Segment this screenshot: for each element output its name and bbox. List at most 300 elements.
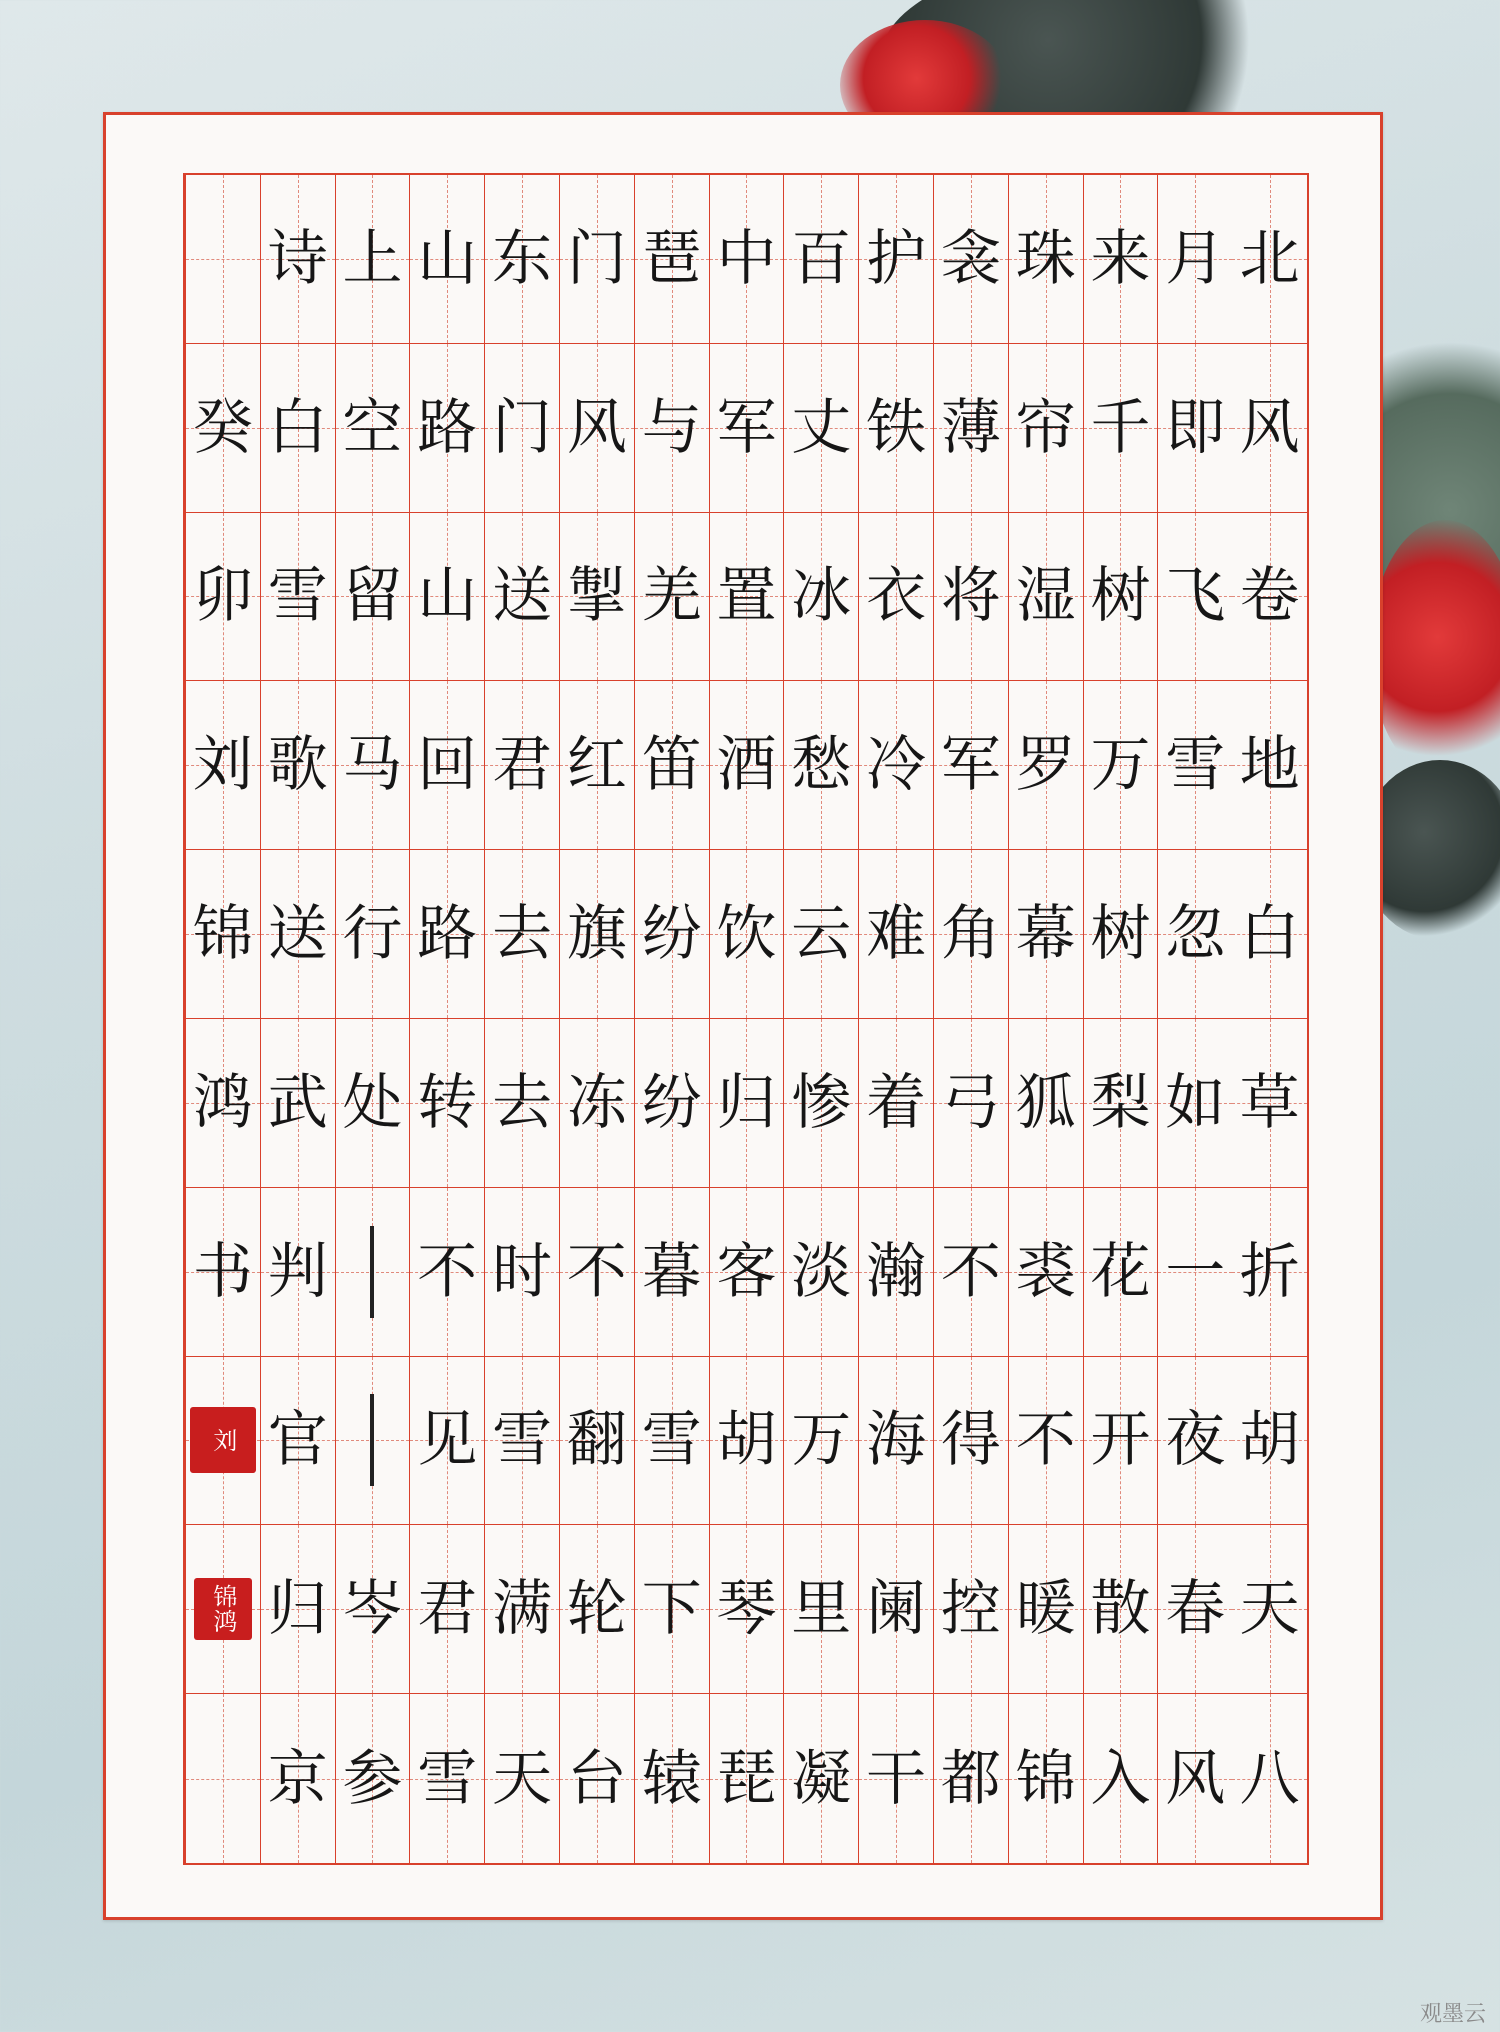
handwritten-character: 瀚 <box>866 1236 927 1307</box>
handwritten-character: 岑 <box>342 1574 403 1645</box>
handwritten-character: 冻 <box>566 1067 627 1138</box>
handwritten-character: 云 <box>791 899 852 970</box>
grid-cell <box>559 1694 634 1863</box>
handwritten-character: 罗 <box>1015 730 1076 801</box>
grid-cell <box>709 513 784 682</box>
handwritten-character: 路 <box>417 392 478 463</box>
handwritten-character: 风 <box>1165 1743 1226 1814</box>
handwritten-character: 去 <box>492 1067 553 1138</box>
grid-cell <box>260 1019 335 1188</box>
handwritten-character: 即 <box>1165 392 1226 463</box>
handwritten-character: 不 <box>417 1236 478 1307</box>
grid-cell <box>1157 1019 1232 1188</box>
grid-cell <box>1008 681 1083 850</box>
handwritten-character: 客 <box>716 1236 777 1307</box>
handwritten-character: 夜 <box>1165 1405 1226 1476</box>
grid-cell <box>409 1019 484 1188</box>
handwritten-character: 上 <box>342 223 403 294</box>
grid-cell <box>559 1357 634 1526</box>
grid-column <box>260 175 335 1863</box>
handwritten-character: 胡 <box>716 1405 777 1476</box>
handwritten-character: 惨 <box>791 1067 852 1138</box>
grid-cell <box>260 344 335 513</box>
handwritten-character: 花 <box>1090 1236 1151 1307</box>
handwritten-character: 地 <box>1239 730 1300 801</box>
handwritten-character: 台 <box>566 1743 627 1814</box>
grid-cell <box>858 513 933 682</box>
handwritten-character: 去 <box>492 899 553 970</box>
grid-cell <box>1232 1357 1307 1526</box>
grid-cell <box>484 344 559 513</box>
grid-cell <box>783 1188 858 1357</box>
handwritten-character: 天 <box>492 1743 553 1814</box>
grid-cell <box>409 681 484 850</box>
handwritten-character: 琵 <box>716 1743 777 1814</box>
grid-cell <box>559 1525 634 1694</box>
handwritten-character: 万 <box>1090 730 1151 801</box>
grid-cell <box>933 1188 1008 1357</box>
handwritten-character: 幕 <box>1015 899 1076 970</box>
handwritten-character: 旗 <box>566 899 627 970</box>
grid-cell <box>933 175 1008 344</box>
grid-column <box>559 175 634 1863</box>
handwritten-character: 雪 <box>641 1405 702 1476</box>
handwritten-character: 诗 <box>267 223 328 294</box>
grid-cell <box>1008 175 1083 344</box>
practice-paper <box>103 112 1383 1920</box>
handwritten-character: 归 <box>267 1574 328 1645</box>
handwritten-character: 时 <box>492 1236 553 1307</box>
handwritten-character: 卷 <box>1239 561 1300 632</box>
grid-cell <box>1083 850 1158 1019</box>
handwritten-character: 北 <box>1239 223 1300 294</box>
handwritten-character: 书 <box>192 1236 253 1307</box>
handwritten-character: 湿 <box>1015 561 1076 632</box>
handwritten-character: 千 <box>1090 392 1151 463</box>
grid-cell <box>634 344 709 513</box>
handwritten-character: 暖 <box>1015 1574 1076 1645</box>
grid-cell <box>634 1188 709 1357</box>
handwritten-character: 空 <box>342 392 403 463</box>
handwritten-character: 如 <box>1165 1067 1226 1138</box>
grid-cell <box>335 513 410 682</box>
artist-seal-stamp: 锦鸿 <box>194 1578 252 1640</box>
handwritten-character: 忽 <box>1165 899 1226 970</box>
handwritten-character: 山 <box>417 561 478 632</box>
grid-cell <box>783 1694 858 1863</box>
grid-column <box>858 175 933 1863</box>
handwritten-character: 参 <box>342 1743 403 1814</box>
handwritten-character: 愁 <box>791 730 852 801</box>
handwritten-character: 不 <box>566 1236 627 1307</box>
handwritten-character: 雪 <box>1165 730 1226 801</box>
handwritten-character: 见 <box>417 1405 478 1476</box>
handwritten-character: 不 <box>1015 1405 1076 1476</box>
handwritten-character: 百 <box>791 223 852 294</box>
handwritten-character: 控 <box>940 1574 1001 1645</box>
grid-column <box>1008 175 1083 1863</box>
handwritten-character: 武 <box>267 1067 328 1138</box>
handwritten-character: 冰 <box>791 561 852 632</box>
handwritten-character: 丈 <box>791 392 852 463</box>
handwritten-character: 琶 <box>641 223 702 294</box>
grid-cell <box>559 681 634 850</box>
grid-cell <box>260 1525 335 1694</box>
handwritten-character: 万 <box>791 1405 852 1476</box>
handwritten-character: 白 <box>267 392 328 463</box>
grid-column <box>484 175 559 1863</box>
handwritten-character: 都 <box>940 1743 1001 1814</box>
grid-column <box>335 175 410 1863</box>
grid-cell <box>709 681 784 850</box>
handwritten-character: 折 <box>1239 1236 1300 1307</box>
grid-cell <box>409 1525 484 1694</box>
grid-cell <box>783 175 858 344</box>
handwritten-character: 马 <box>342 730 403 801</box>
handwritten-character: 护 <box>866 223 927 294</box>
grid-cell <box>335 681 410 850</box>
handwritten-character: 羌 <box>641 561 702 632</box>
grid-cell <box>1232 850 1307 1019</box>
handwritten-character: 凝 <box>791 1743 852 1814</box>
grid-column <box>185 175 260 1863</box>
grid-cell <box>933 1525 1008 1694</box>
grid-cell <box>933 850 1008 1019</box>
grid-cell <box>1232 1188 1307 1357</box>
handwritten-character: 白 <box>1239 899 1300 970</box>
grid-cell <box>335 344 410 513</box>
handwritten-character: 送 <box>267 899 328 970</box>
grid-cell <box>559 1188 634 1357</box>
handwritten-character: 天 <box>1239 1574 1300 1645</box>
handwritten-character: 风 <box>1239 392 1300 463</box>
grid-cell <box>709 1525 784 1694</box>
grid-cell <box>1157 344 1232 513</box>
handwritten-character: 春 <box>1165 1574 1226 1645</box>
grid-cell <box>484 1694 559 1863</box>
grid-cell <box>409 1694 484 1863</box>
grid-cell <box>783 850 858 1019</box>
grid-cell <box>1157 681 1232 850</box>
grid-cell <box>1232 1019 1307 1188</box>
grid-cell <box>559 175 634 344</box>
handwritten-character: 冷 <box>866 730 927 801</box>
handwritten-character: 山 <box>417 223 478 294</box>
grid-cell <box>1083 175 1158 344</box>
grid-cell <box>1157 1188 1232 1357</box>
grid-cell <box>858 1694 933 1863</box>
handwritten-character: 军 <box>940 730 1001 801</box>
grid-cell <box>185 344 260 513</box>
handwritten-character: 锦 <box>192 899 253 970</box>
grid-cell <box>260 850 335 1019</box>
grid-column <box>409 175 484 1863</box>
handwritten-character: 月 <box>1165 223 1226 294</box>
handwritten-character: 留 <box>342 561 403 632</box>
handwritten-character: 鸿 <box>192 1067 253 1138</box>
handwritten-character: 与 <box>641 392 702 463</box>
handwritten-character: 裘 <box>1015 1236 1076 1307</box>
grid-cell <box>484 681 559 850</box>
handwritten-character: 一 <box>1165 1236 1226 1307</box>
grid-cell <box>185 681 260 850</box>
grid-cell <box>1008 1019 1083 1188</box>
grid-cell <box>1083 344 1158 513</box>
handwritten-character: 酒 <box>716 730 777 801</box>
grid-cell <box>559 1019 634 1188</box>
grid-column <box>1083 175 1158 1863</box>
grid-cell <box>335 1188 410 1357</box>
handwritten-character: 送 <box>492 561 553 632</box>
grid-cell <box>858 681 933 850</box>
handwritten-character: 回 <box>417 730 478 801</box>
grid-cell <box>709 344 784 513</box>
grid-cell <box>634 513 709 682</box>
handwritten-character: 笛 <box>641 730 702 801</box>
grid-cell <box>185 1188 260 1357</box>
grid-cell <box>185 850 260 1019</box>
handwritten-character: 干 <box>866 1743 927 1814</box>
handwritten-character: 八 <box>1239 1743 1300 1814</box>
handwritten-character: 东 <box>492 223 553 294</box>
grid-cell <box>1008 850 1083 1019</box>
grid-cell <box>709 1019 784 1188</box>
grid-cell <box>1232 513 1307 682</box>
grid-column <box>1232 175 1307 1863</box>
handwritten-character: 京 <box>267 1743 328 1814</box>
grid-cell <box>1157 1694 1232 1863</box>
handwritten-character: 置 <box>716 561 777 632</box>
grid-cell <box>933 513 1008 682</box>
handwritten-character: 树 <box>1090 561 1151 632</box>
grid-cell <box>933 1694 1008 1863</box>
grid-cell <box>185 1525 260 1694</box>
grid-cell <box>709 1188 784 1357</box>
grid-cell <box>783 1019 858 1188</box>
grid-cell <box>1083 1019 1158 1188</box>
handwritten-character: 刘 <box>192 730 253 801</box>
handwritten-character: 衾 <box>940 223 1001 294</box>
grid-column <box>783 175 858 1863</box>
grid-cell <box>484 513 559 682</box>
handwritten-character: 掣 <box>566 561 627 632</box>
grid-cell <box>1232 1694 1307 1863</box>
grid-cell <box>858 1188 933 1357</box>
grid-cell <box>185 513 260 682</box>
grid-cell <box>1232 1525 1307 1694</box>
handwritten-character: 纷 <box>641 899 702 970</box>
grid-cell <box>783 344 858 513</box>
handwritten-character: 薄 <box>940 392 1001 463</box>
grid-cell <box>260 175 335 344</box>
grid-cell <box>783 1357 858 1526</box>
handwritten-character: 淡 <box>791 1236 852 1307</box>
grid-cell <box>409 344 484 513</box>
grid-cell <box>185 1357 260 1526</box>
grid-cell <box>335 850 410 1019</box>
handwritten-character: 雪 <box>492 1405 553 1476</box>
grid-cell <box>783 1525 858 1694</box>
grid-cell <box>1157 850 1232 1019</box>
grid-cell <box>335 1525 410 1694</box>
handwritten-character: 帘 <box>1015 392 1076 463</box>
grid-cell <box>1232 681 1307 850</box>
grid-cell <box>409 513 484 682</box>
grid-cell <box>1008 344 1083 513</box>
grid-cell <box>858 344 933 513</box>
handwritten-character: 翻 <box>566 1405 627 1476</box>
handwritten-character: 处 <box>342 1067 403 1138</box>
handwritten-character: 铁 <box>866 392 927 463</box>
grid-cell <box>1083 513 1158 682</box>
grid-cell <box>484 175 559 344</box>
grid-cell <box>933 681 1008 850</box>
handwritten-character: 弓 <box>940 1067 1001 1138</box>
grid-cell <box>559 513 634 682</box>
handwritten-character: 入 <box>1090 1743 1151 1814</box>
grid-cell <box>933 1019 1008 1188</box>
grid-column <box>709 175 784 1863</box>
handwritten-character: 君 <box>417 1574 478 1645</box>
handwritten-character: 癸 <box>192 392 253 463</box>
handwritten-character: 卯 <box>192 561 253 632</box>
grid-cell <box>409 1188 484 1357</box>
watermark: 观墨云 <box>1419 2002 1486 2027</box>
grid-cell <box>1232 344 1307 513</box>
handwritten-character: 草 <box>1239 1067 1300 1138</box>
grid-cell <box>260 1357 335 1526</box>
grid-cell <box>634 1019 709 1188</box>
grid-cell <box>1157 513 1232 682</box>
grid-cell <box>1008 1357 1083 1526</box>
grid-cell <box>335 175 410 344</box>
grid-cell <box>1008 1525 1083 1694</box>
handwritten-character: 门 <box>566 223 627 294</box>
grid-column <box>634 175 709 1863</box>
handwritten-character: 将 <box>940 561 1001 632</box>
handwritten-character: 雪 <box>417 1743 478 1814</box>
grid-cell <box>634 1357 709 1526</box>
grid-cell <box>933 1357 1008 1526</box>
grid-cell <box>185 175 260 344</box>
grid-cell <box>409 850 484 1019</box>
name-seal-stamp: 刘 <box>190 1407 256 1473</box>
handwritten-character: 锦 <box>1015 1743 1076 1814</box>
handwritten-character: 满 <box>492 1574 553 1645</box>
grid-cell <box>1083 1694 1158 1863</box>
handwritten-character: 梨 <box>1090 1067 1151 1138</box>
grid-cell <box>484 1357 559 1526</box>
grid-cell <box>559 344 634 513</box>
handwritten-character: 饮 <box>716 899 777 970</box>
handwritten-character: 门 <box>492 392 553 463</box>
grid-cell <box>1157 175 1232 344</box>
grid-cell <box>783 513 858 682</box>
grid-cell <box>185 1019 260 1188</box>
grid-cell <box>1083 1357 1158 1526</box>
handwritten-character: 得 <box>940 1405 1001 1476</box>
grid-cell <box>335 1357 410 1526</box>
handwritten-character: 下 <box>641 1574 702 1645</box>
grid-cell <box>1232 175 1307 344</box>
grid-cell <box>634 175 709 344</box>
handwritten-character: 判 <box>267 1236 328 1307</box>
handwritten-character: 归 <box>716 1067 777 1138</box>
grid-cell <box>858 1019 933 1188</box>
handwritten-character: 琴 <box>716 1574 777 1645</box>
handwritten-character: 军 <box>716 392 777 463</box>
handwritten-character: 官 <box>267 1405 328 1476</box>
grid-cell <box>1008 513 1083 682</box>
grid-cell <box>933 344 1008 513</box>
dash-mark <box>370 1226 374 1318</box>
handwritten-character: 树 <box>1090 899 1151 970</box>
handwritten-character: 角 <box>940 899 1001 970</box>
grid-cell <box>409 175 484 344</box>
grid-cell <box>260 1188 335 1357</box>
handwritten-character: 不 <box>940 1236 1001 1307</box>
grid-column <box>933 175 1008 1863</box>
grid-cell <box>709 175 784 344</box>
grid-cell <box>1157 1357 1232 1526</box>
handwritten-character: 纷 <box>641 1067 702 1138</box>
grid-cell <box>709 850 784 1019</box>
handwritten-character: 歌 <box>267 730 328 801</box>
handwritten-character: 轮 <box>566 1574 627 1645</box>
grid-cell <box>858 850 933 1019</box>
grid-cell <box>335 1019 410 1188</box>
grid-cell <box>783 681 858 850</box>
handwritten-character: 里 <box>791 1574 852 1645</box>
handwritten-character: 散 <box>1090 1574 1151 1645</box>
grid-cell <box>335 1694 410 1863</box>
grid-cell <box>1083 1525 1158 1694</box>
grid-cell <box>634 1525 709 1694</box>
grid-cell <box>634 681 709 850</box>
grid-cell <box>1008 1694 1083 1863</box>
handwritten-character: 红 <box>566 730 627 801</box>
handwritten-character: 珠 <box>1015 223 1076 294</box>
handwritten-character: 行 <box>342 899 403 970</box>
grid-cell <box>260 681 335 850</box>
handwritten-character: 路 <box>417 899 478 970</box>
handwritten-character: 暮 <box>641 1236 702 1307</box>
handwritten-character: 飞 <box>1165 561 1226 632</box>
handwritten-character: 雪 <box>267 561 328 632</box>
handwritten-character: 转 <box>417 1067 478 1138</box>
grid-cell <box>185 1694 260 1863</box>
handwritten-character: 狐 <box>1015 1067 1076 1138</box>
handwritten-character: 海 <box>866 1405 927 1476</box>
handwritten-character: 来 <box>1090 223 1151 294</box>
grid-cell <box>709 1357 784 1526</box>
handwritten-character: 君 <box>492 730 553 801</box>
grid-cell <box>409 1357 484 1526</box>
character-grid <box>183 173 1309 1865</box>
handwritten-character: 阑 <box>866 1574 927 1645</box>
grid-cell <box>484 1525 559 1694</box>
grid-cell <box>260 513 335 682</box>
handwritten-character: 开 <box>1090 1405 1151 1476</box>
grid-cell <box>858 1525 933 1694</box>
grid-cell <box>1008 1188 1083 1357</box>
grid-cell <box>484 850 559 1019</box>
grid-cell <box>559 850 634 1019</box>
handwritten-character: 着 <box>866 1067 927 1138</box>
handwritten-character: 难 <box>866 899 927 970</box>
grid-cell <box>858 1357 933 1526</box>
grid-cell <box>260 1694 335 1863</box>
